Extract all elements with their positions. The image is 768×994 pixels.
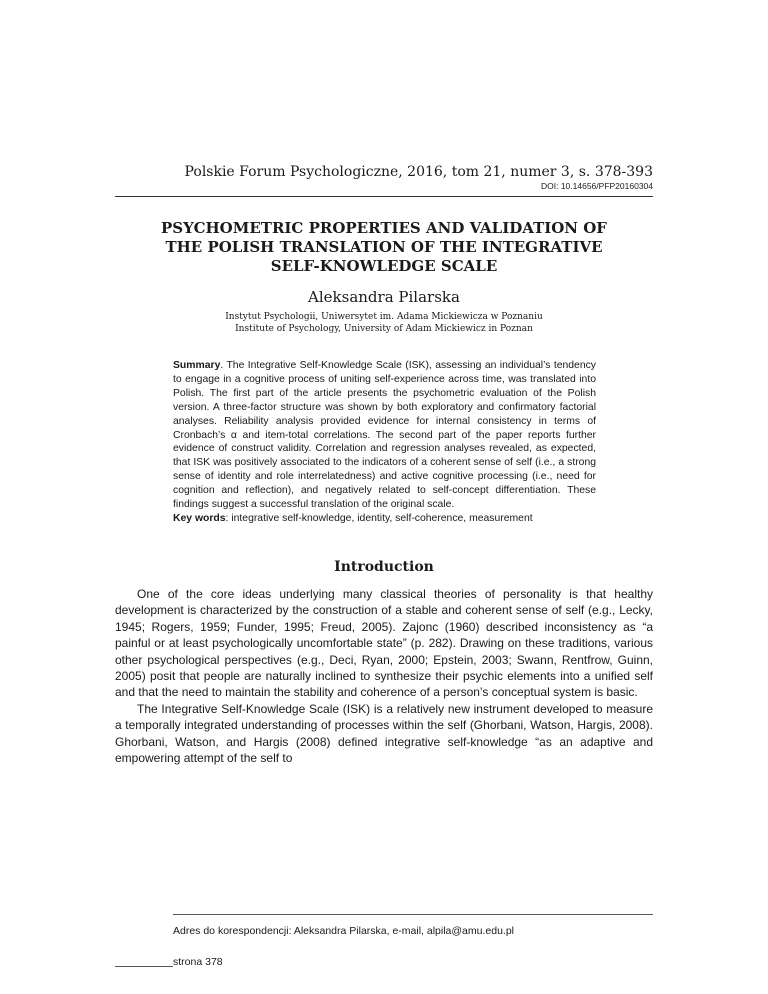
keywords-text: : integrative self-knowledge, identity, self-coherence, measurement <box>225 512 533 524</box>
abstract-summary <box>173 359 596 512</box>
footnote-rule <box>173 914 653 915</box>
header-rule <box>115 196 653 197</box>
keywords-label: Key words <box>173 512 226 524</box>
correspondence-note: Adres do korespondencji: Aleksandra Pilarska, e-mail, alpila@amu.edu.pl <box>173 925 515 937</box>
section-body <box>115 586 653 766</box>
body-paragraph: One of the core ideas underlying many classical theories of personality is that healthy development is characterized by the construction of a stable and coherent sense of self (e.g., Lecky, 1945; Rogers, 1959; Funder, 1995; Freud, 2005). Zajonc (1960) described inconsistency as “a painful or at least psychologically uncomfortable state” (p. 282). Drawing on these traditions, various other psychological perspectives (e.g., Deci, Ryan, 2000; Epstein, 2003; Swann, Rentfrow, Guinn, 2005) posit that people are naturally inclined to synthesize their psychic elements into a unified self and that the need to maintain the stability and coherence of a person’s conceptual system is basic. <box>115 587 653 700</box>
page-number: strona 378 <box>173 956 223 968</box>
affiliation <box>115 311 653 335</box>
title-line: PSYCHOMETRIC PROPERTIES AND VALIDATION OF <box>161 219 607 237</box>
summary-text: . The Integrative Self-Knowledge Scale (ISK), assessing an individual’s tendency to engage in a cognitive process of uniting self-experience across time, was translated into Polish. The first part of the article presents the psychometric evaluation of the Polish version. A three-factor structure was shown by both exploratory and confirmatory factorial analyses. Reliability analysis provided evidence for internal consistency in terms of Cronbach’s α and item-total correlations. The second part of the paper reports further evidence of construct validity. Correlation and regression analyses revealed, as expected, that ISK was positively associated to the indicators of a coherent sense of self (i.e., a strong sense of identity and role interrelatedness) and active cognitive processing (i.e., need for cognition and reflection), and negatively related to self-concept differentiation. These findings suggest a successful translation of the original scale. <box>173 360 596 511</box>
affiliation-polish: Instytut Psychologii, Uniwersytet im. Adama Mickiewicza w Poznaniu <box>225 312 543 322</box>
body-paragraph: The Integrative Self-Knowledge Scale (ISK) is a relatively new instrument developed to measure a temporally integrated understanding of processes within the self (Ghorbani, Watson, Hargis, 2008). Ghorbani, Watson, and Hargis (2008) defined integrative self-knowledge “as an adaptive and empowering attempt of the self to <box>115 701 653 766</box>
title-line: THE POLISH TRANSLATION OF THE INTEGRATIVE <box>165 238 603 256</box>
abstract <box>173 359 596 526</box>
article-title <box>115 219 653 276</box>
title-line: SELF-KNOWLEDGE SCALE <box>270 257 498 275</box>
page-number-rule <box>115 966 173 967</box>
abstract-keywords <box>173 512 596 526</box>
section-heading: Introduction <box>334 559 434 575</box>
doi: DOI: 10.14656/PFP20160304 <box>541 181 653 191</box>
author-name: Aleksandra Pilarska <box>308 288 460 306</box>
journal-citation: Polskie Forum Psychologiczne, 2016, tom 21, numer 3, s. 378-393 <box>184 164 653 180</box>
summary-label: Summary <box>173 360 221 371</box>
affiliation-english: Institute of Psychology, University of Adam Mickiewicz in Poznan <box>235 324 533 334</box>
